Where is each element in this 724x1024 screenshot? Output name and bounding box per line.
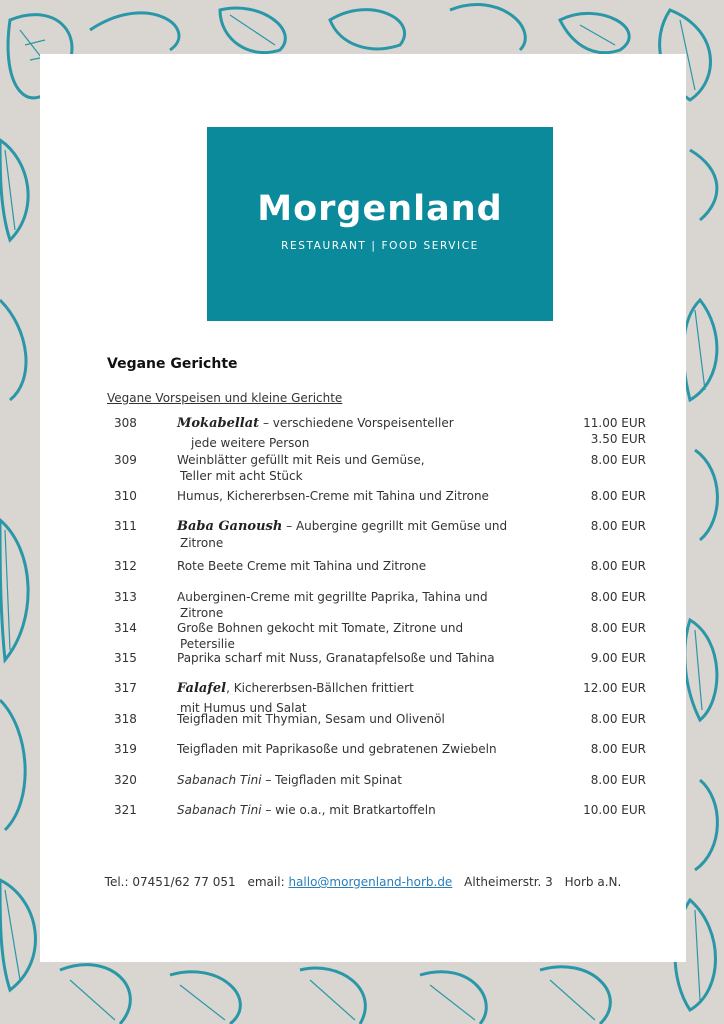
item-description-line1 <box>177 621 463 635</box>
item-description-text: Humus, Kichererbsen-Creme mit Tahina und Zitrone <box>177 489 489 503</box>
item-number: 317 <box>114 681 137 695</box>
item-price-main: 8.00 EUR <box>590 742 646 756</box>
item-number: 310 <box>114 489 137 503</box>
item-description-text: – wie o.a., mit Bratkartoffeln <box>261 803 436 817</box>
menu-sheet <box>40 54 686 962</box>
item-name: Baba Ganoush <box>177 519 283 534</box>
item-description-line1 <box>177 681 414 695</box>
item-description <box>177 518 537 551</box>
item-description-line2: jede weitere Person <box>191 436 310 450</box>
item-number: 311 <box>114 519 137 533</box>
item-description-line1 <box>177 590 488 604</box>
item-description-text: – Aubergine gegrillt mit Gemüse und <box>282 519 508 533</box>
item-description-text: , Kichererbsen-Bällchen frittiert <box>226 681 414 695</box>
item-description-line1 <box>177 742 497 756</box>
item-price-main: 8.00 EUR <box>590 712 646 726</box>
item-description-text: Teigfladen mit Paprikasoße und gebratenen Zwiebeln <box>177 742 497 756</box>
item-price <box>591 488 646 504</box>
item-description <box>177 452 537 484</box>
item-description-line1 <box>177 651 495 665</box>
item-description <box>177 772 537 788</box>
item-number: 318 <box>114 712 137 726</box>
item-price <box>583 415 646 447</box>
item-price <box>591 589 646 605</box>
item-number: 321 <box>114 803 137 817</box>
item-description-line1 <box>177 559 426 573</box>
item-number: 308 <box>114 416 137 430</box>
item-price <box>591 620 646 636</box>
item-description-text: – Teigfladen mit Spinat <box>261 773 402 787</box>
item-price <box>591 452 646 468</box>
item-price <box>583 802 646 818</box>
item-price-main: 8.00 EUR <box>590 773 646 787</box>
item-name: Sabanach Tini <box>177 773 262 787</box>
item-price <box>591 741 646 757</box>
item-description-text: Auberginen-Creme mit gegrillte Paprika, Tahina und <box>177 590 488 604</box>
item-price <box>591 650 646 666</box>
item-number: 319 <box>114 742 137 756</box>
item-number: 314 <box>114 621 137 635</box>
item-price-main: 9.00 EUR <box>590 651 646 665</box>
item-description <box>177 802 537 818</box>
item-description-line1 <box>177 519 507 533</box>
footer-city: Horb a.N. <box>564 875 622 889</box>
item-description-line2: Petersilie <box>180 637 235 651</box>
item-description-line2: mit Humus und Salat <box>180 701 307 715</box>
item-description <box>177 741 537 757</box>
item-price-main: 8.00 EUR <box>590 489 646 503</box>
item-price-main: 8.00 EUR <box>590 559 646 573</box>
item-description-line2: Zitrone <box>180 536 224 550</box>
item-description <box>177 620 537 652</box>
item-description-line1 <box>177 712 445 726</box>
item-description-line1 <box>177 416 454 430</box>
item-price-main: 8.00 EUR <box>590 453 646 467</box>
item-number: 320 <box>114 773 137 787</box>
item-price-extra: 3.50 EUR <box>590 432 646 446</box>
item-number: 312 <box>114 559 137 573</box>
item-description-text: Weinblätter gefüllt mit Reis und Gemüse, <box>177 453 425 467</box>
item-price-main: 11.00 EUR <box>583 416 646 430</box>
item-description-line2: Teller mit acht Stück <box>180 469 303 483</box>
footer-address: Altheimerstr. 3 <box>464 875 553 889</box>
item-price-main: 8.00 EUR <box>590 519 646 533</box>
item-description-line1 <box>177 803 436 817</box>
item-description-line1 <box>177 453 425 467</box>
item-price-main: 12.00 EUR <box>583 681 646 695</box>
item-price <box>583 680 646 696</box>
item-description <box>177 650 537 666</box>
subsection-title: Vegane Vorspeisen und kleine Gerichte <box>107 391 343 405</box>
item-name: Mokabellat <box>177 416 260 431</box>
item-description <box>177 558 537 574</box>
item-description <box>177 589 537 621</box>
section-title: Vegane Gerichte <box>107 356 238 372</box>
item-price <box>591 772 646 788</box>
item-price-main: 8.00 EUR <box>590 621 646 635</box>
item-description-line1 <box>177 773 402 787</box>
item-description-text: Teigfladen mit Thymian, Sesam und Olivenöl <box>177 712 445 726</box>
footer-contact <box>40 875 686 889</box>
item-price-main: 10.00 EUR <box>583 803 646 817</box>
brand-name: Morgenland <box>257 189 503 229</box>
footer-phone: Tel.: 07451/62 77 051 <box>104 875 236 889</box>
item-name: Falafel <box>177 681 227 696</box>
item-price <box>591 711 646 727</box>
item-description <box>177 488 537 504</box>
item-price-main: 8.00 EUR <box>590 590 646 604</box>
item-description-text: Große Bohnen gekocht mit Tomate, Zitrone und <box>177 621 464 635</box>
item-price <box>591 518 646 534</box>
brand-subtitle: RESTAURANT | FOOD SERVICE <box>281 240 479 252</box>
item-description-line1 <box>177 489 489 503</box>
item-number: 309 <box>114 453 137 467</box>
brand-logo <box>207 127 553 321</box>
item-description <box>177 415 537 451</box>
item-price <box>591 558 646 574</box>
item-description-line2: Zitrone <box>180 606 224 620</box>
item-description-text: – verschiedene Vorspeisenteller <box>259 416 454 430</box>
footer-email-label: email: <box>247 875 285 889</box>
footer-email-link[interactable]: hallo@morgenland-horb.de <box>288 875 453 889</box>
item-name: Sabanach Tini <box>177 803 262 817</box>
item-number: 315 <box>114 651 137 665</box>
item-number: 313 <box>114 590 137 604</box>
item-description-text: Paprika scharf mit Nuss, Granatapfelsoße und Tahina <box>177 651 495 665</box>
item-description-text: Rote Beete Creme mit Tahina und Zitrone <box>177 559 427 573</box>
item-description <box>177 711 537 727</box>
